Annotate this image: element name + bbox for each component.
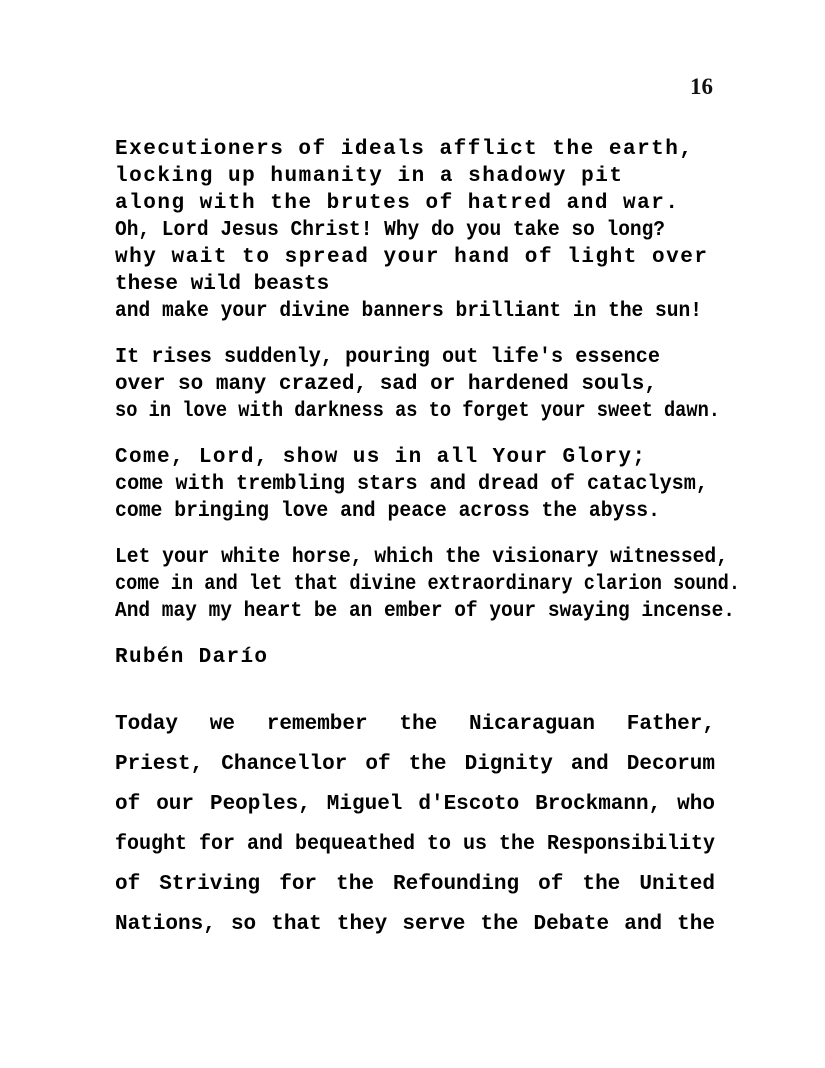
text-line (115, 444, 775, 471)
poem-stanza-1 (115, 136, 775, 325)
text-line (115, 371, 775, 398)
text-line-content: locking up humanity in a shadowy pit (115, 165, 624, 188)
text-line-content: of our Peoples, Miguel d'Escoto Brockmann, who (115, 793, 715, 816)
text-line-content: and make your divine banners brilliant in the sun! (115, 300, 702, 323)
text-line (115, 217, 775, 244)
text-line-content: so in love with darkness as to forget your sweet dawn. (115, 400, 720, 423)
text-line-content: of Striving for the Refounding of the United (115, 873, 715, 896)
text-line-content: It rises suddenly, pouring out life's essence (115, 346, 660, 369)
page-body (115, 136, 775, 945)
text-line (115, 705, 775, 745)
text-line (115, 825, 775, 865)
speech-paragraph (115, 705, 775, 945)
text-line-content: come with trembling stars and dread of cataclysm, (115, 473, 708, 496)
text-line-content: Today we remember the Nicaraguan Father, (115, 713, 715, 736)
text-line (115, 298, 775, 325)
text-line-content: come in and let that divine extraordinary clarion sound. (115, 573, 740, 596)
text-line (115, 498, 775, 525)
text-line (115, 344, 775, 371)
text-line (115, 745, 775, 785)
text-line (115, 190, 775, 217)
poem-author-signature (115, 644, 775, 671)
text-line (115, 544, 775, 571)
text-line-content: Oh, Lord Jesus Christ! Why do you take so long? (115, 219, 665, 242)
text-line-content: Let your white horse, which the visionary witnessed, (115, 546, 728, 569)
text-line-content: Rubén Darío (115, 646, 269, 669)
text-line-content: Priest, Chancellor of the Dignity and Decorum (115, 753, 715, 776)
text-line-content: why wait to spread your hand of light over (115, 246, 709, 269)
poem-stanza-4 (115, 544, 775, 625)
text-line (115, 136, 775, 163)
text-line-content: along with the brutes of hatred and war. (115, 192, 680, 215)
text-line (115, 244, 775, 271)
text-line (115, 163, 775, 190)
text-line (115, 571, 775, 598)
text-line-content: over so many crazed, sad or hardened souls, (115, 373, 657, 396)
text-line-content: these wild beasts (115, 273, 330, 296)
page-number: 16 (690, 74, 713, 99)
text-line-content: And may my heart be an ember of your swaying incense. (115, 600, 735, 623)
text-line-content: fought for and bequeathed to us the Responsibility (115, 833, 715, 856)
text-line-content: Nations, so that they serve the Debate and the (115, 913, 715, 936)
poem-stanza-2 (115, 344, 775, 425)
text-line-content: come bringing love and peace across the abyss. (115, 500, 660, 523)
text-line-content: Executioners of ideals afflict the earth, (115, 138, 694, 161)
text-line (115, 271, 775, 298)
text-line (115, 598, 775, 625)
text-line-content: Come, Lord, show us in all Your Glory; (115, 446, 647, 469)
text-line (115, 905, 775, 945)
text-line (115, 398, 775, 425)
poem-stanza-3 (115, 444, 775, 525)
text-line (115, 865, 775, 905)
text-line (115, 471, 775, 498)
text-line (115, 644, 775, 671)
text-line (115, 785, 775, 825)
